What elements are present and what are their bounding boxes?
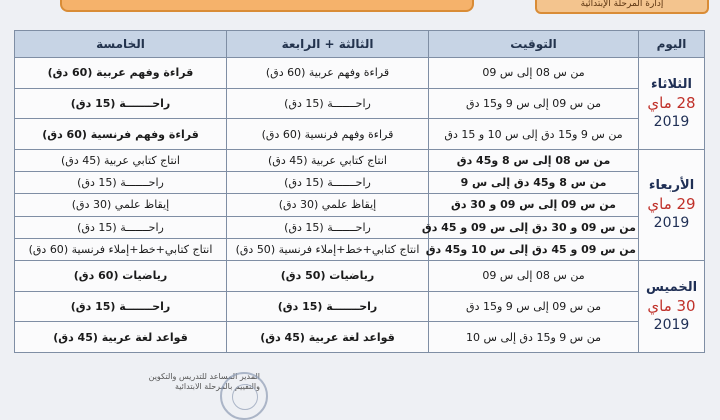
table-row — [15, 149, 705, 171]
day-year: 2019 — [653, 316, 690, 333]
subject-cell-grade-5: راحـــــــة (15 دق) — [15, 172, 227, 194]
day-year: 2019 — [653, 215, 690, 232]
day-year: 2019 — [653, 113, 690, 130]
table-row — [15, 194, 705, 216]
table-row — [15, 291, 705, 322]
subject-cell-grade-5: إيقاظ علمي (30 دق) — [15, 194, 227, 216]
table-row — [15, 88, 705, 119]
time-cell: من س 08 إلى س 09 — [429, 260, 639, 291]
table-row — [15, 260, 705, 291]
signature-line: المدير المساعد للتدريس والتكوين — [148, 372, 260, 381]
official-seal — [220, 372, 268, 420]
subject-cell-grades-3-4: راحـــــــة (15 دق) — [227, 216, 429, 238]
time-cell: من س 09 و 45 دق إلى س 10 و45 دق — [429, 238, 639, 260]
time-cell: من س 08 إلى س 09 — [429, 58, 639, 89]
subject-cell-grades-3-4: راحـــــــة (15 دق) — [227, 172, 429, 194]
table-row — [15, 172, 705, 194]
day-date: 30 ماي — [647, 296, 696, 315]
subject-cell-grades-3-4: قراءة وفهم عربية (60 دق) — [227, 58, 429, 89]
subject-cell-grades-3-4: راحـــــــة (15 دق) — [227, 291, 429, 322]
exam-schedule-table — [14, 30, 705, 353]
day-date: 28 ماي — [647, 93, 696, 112]
table-row — [15, 238, 705, 260]
subject-cell-grade-5: راحـــــــة (15 دق) — [15, 291, 227, 322]
time-cell: من س 9 و15 دق إلى س 10 — [429, 322, 639, 353]
header-time: التوقيت — [429, 31, 639, 58]
signature-line: والتقييم بالمرحلة الابتدائية — [174, 382, 260, 391]
day-cell-tuesday — [639, 58, 705, 150]
day-name: الثلاثاء — [651, 76, 692, 92]
table-row — [15, 58, 705, 89]
time-cell: من س 08 إلى س 8 و45 دق — [429, 149, 639, 171]
day-date: 29 ماي — [647, 195, 696, 214]
title-banner — [60, 0, 474, 12]
time-cell: من س 9 و15 دق إلى س 10 و 15 دق — [429, 119, 639, 150]
subject-cell-grade-5: قراءة وفهم عربية (60 دق) — [15, 58, 227, 89]
subject-cell-grades-3-4: إيقاظ علمي (30 دق) — [227, 194, 429, 216]
day-name: الأربعاء — [648, 178, 695, 194]
subject-cell-grades-3-4: انتاج كتابي+خط+إملاء فرنسية (50 دق) — [227, 238, 429, 260]
header-grades-3-4: الثالثة + الرابعة — [227, 31, 429, 58]
time-cell: من س 09 إلى س 09 و 30 دق — [429, 194, 639, 216]
time-cell: من س 09 و 30 دق إلى س 09 و 45 دق — [429, 216, 639, 238]
subject-cell-grade-5: انتاج كتابي+خط+إملاء فرنسية (60 دق) — [15, 238, 227, 260]
day-cell-thursday — [639, 260, 705, 352]
subject-cell-grades-3-4: قراءة وفهم فرنسية (60 دق) — [227, 119, 429, 150]
department-banner: إدارة المرحلة الإبتدائية — [535, 0, 709, 14]
day-name: الخميس — [645, 279, 698, 295]
day-cell-wednesday — [639, 149, 705, 260]
subject-cell-grade-5: قواعد لغة عربية (45 دق) — [15, 322, 227, 353]
subject-cell-grade-5: قراءة وفهم فرنسية (60 دق) — [15, 119, 227, 150]
seal-center — [232, 384, 258, 410]
table-row — [15, 119, 705, 150]
header-day: اليوم — [639, 31, 705, 58]
subject-cell-grades-3-4: انتاج كتابي عربية (45 دق) — [227, 149, 429, 171]
time-cell: من س 09 إلى س 9 و15 دق — [429, 88, 639, 119]
time-cell: من س 8 و45 دق إلى س 9 — [429, 172, 639, 194]
table-row — [15, 322, 705, 353]
subject-cell-grade-5: راحـــــــة (15 دق) — [15, 88, 227, 119]
subject-cell-grades-3-4: راحـــــــة (15 دق) — [227, 88, 429, 119]
subject-cell-grade-5: رياضيات (60 دق) — [15, 260, 227, 291]
subject-cell-grades-3-4: رياضيات (50 دق) — [227, 260, 429, 291]
header-row — [15, 31, 705, 58]
table-row — [15, 216, 705, 238]
subject-cell-grade-5: انتاج كتابي عربية (45 دق) — [15, 149, 227, 171]
subject-cell-grade-5: راحـــــــة (15 دق) — [15, 216, 227, 238]
time-cell: من س 09 إلى س 9 و15 دق — [429, 291, 639, 322]
subject-cell-grades-3-4: قواعد لغة عربية (45 دق) — [227, 322, 429, 353]
header-grade-5: الخامسة — [15, 31, 227, 58]
